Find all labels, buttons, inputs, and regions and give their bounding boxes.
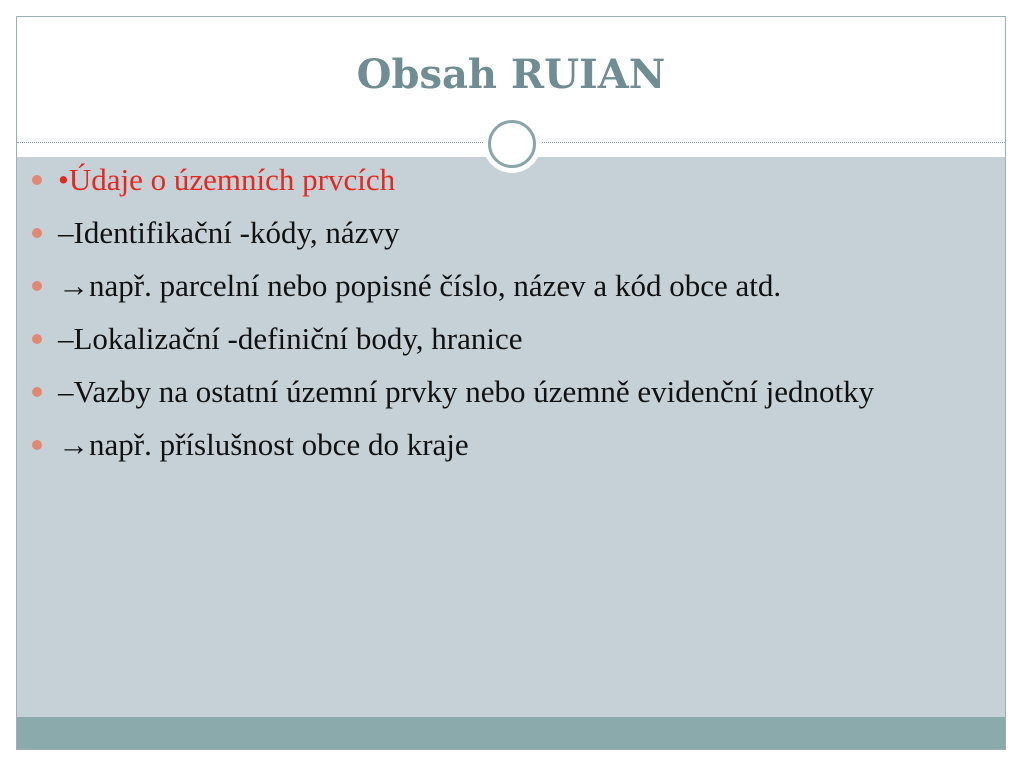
bullet-dot-icon: [32, 334, 42, 344]
bullet-text: –Identifikační -kódy, názvy: [58, 215, 400, 250]
bullet-text: •Údaje o územních prvcích: [58, 162, 396, 197]
bullet-item: [32, 213, 932, 252]
bullet-text: →např. parcelní nebo popisné číslo, název a kód obce atd.: [58, 268, 782, 303]
bullet-item: [32, 425, 932, 464]
bullet-dot-icon: [32, 387, 42, 397]
bullet-text: –Lokalizační -definiční body, hranice: [58, 321, 523, 356]
slide-title: Obsah RUIAN: [356, 51, 666, 98]
bullet-text: –Vazby na ostatní územní prvky nebo územně evidenční jednotky: [58, 374, 875, 409]
bullet-dot-icon: [32, 281, 42, 291]
bullet-dot-icon: [32, 175, 42, 185]
bullet-dot-icon: [32, 440, 42, 450]
bullet-dot-icon: [32, 228, 42, 238]
bullet-item: [32, 372, 932, 411]
bullet-item: [32, 160, 932, 199]
bullet-text: →např. příslušnost obce do kraje: [58, 427, 469, 462]
footer-bar: [17, 717, 1005, 750]
bullet-list: [32, 160, 932, 478]
bullet-item: [32, 266, 932, 305]
bullet-item: [32, 319, 932, 358]
